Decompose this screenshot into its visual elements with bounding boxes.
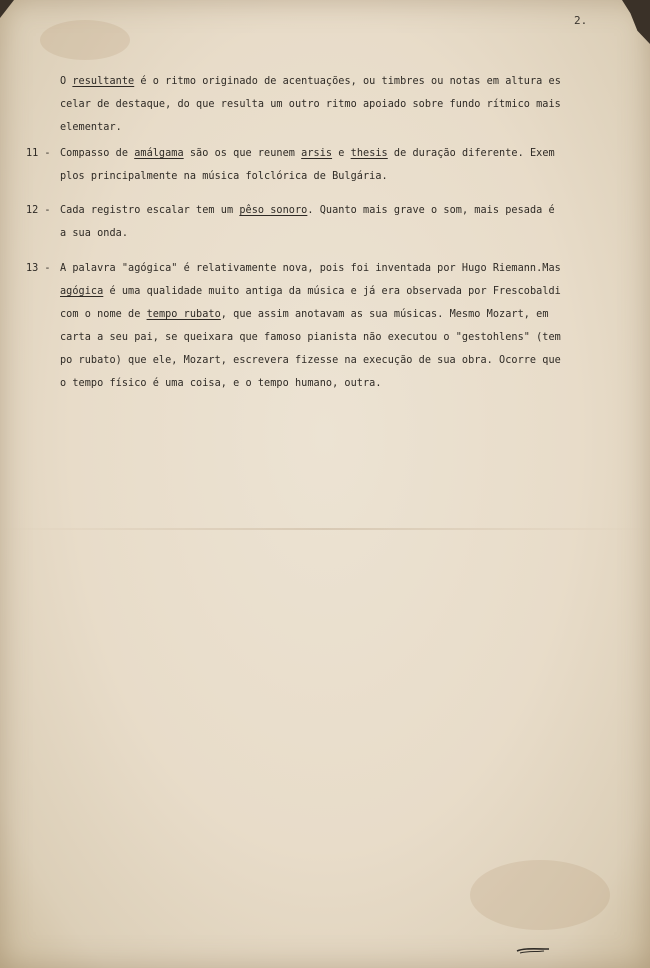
text-line: [60, 257, 561, 280]
underlined-term: pêso sonoro: [239, 205, 308, 216]
paragraph-peso-sonoro: [60, 199, 555, 245]
paper-stain: [40, 20, 130, 60]
text-run: de duração diferente. Exem: [387, 148, 555, 159]
underlined-term: thesis: [350, 148, 388, 159]
paragraph-number-13: 13 -: [26, 263, 51, 274]
text-run: plos principalmente na música folclórica de Bulgária.: [60, 171, 388, 182]
underlined-term: arsis: [301, 148, 333, 159]
text-run: elementar.: [60, 122, 122, 133]
text-run: com o nome de: [60, 309, 147, 320]
torn-corner: [622, 0, 650, 44]
text-run: celar de destaque, do que resulta um outro ritmo apoiado sobre fundo rítmico mais: [60, 99, 561, 110]
paragraph-resultante: [60, 70, 561, 139]
text-run: são os que reunem: [183, 148, 302, 159]
text-run: o tempo físico é uma coisa, e o tempo humano, outra.: [60, 378, 382, 389]
text-run: . Quanto mais grave o som, mais pesada é: [307, 205, 555, 216]
text-run: carta a seu pai, se queixara que famoso pianista não executou o "gestohlens" (tem: [60, 332, 561, 343]
torn-corner: [0, 0, 14, 18]
text-run: A palavra "agógica" é relativamente nova, pois foi inventada por Hugo Riemann.Mas: [60, 263, 561, 274]
paper-stain: [470, 860, 610, 930]
paragraph-number-11: 11 -: [26, 148, 51, 159]
underlined-term: amálgama: [134, 148, 184, 159]
paragraph-amalgama: [60, 142, 555, 188]
text-line: [60, 142, 555, 165]
ink-mark: [516, 946, 550, 954]
text-run: Cada registro escalar tem um: [60, 205, 240, 216]
text-line: [60, 116, 561, 139]
text-line: [60, 222, 555, 245]
text-line: [60, 326, 561, 349]
text-line: [60, 303, 561, 326]
text-run: Compasso de: [60, 148, 135, 159]
paper-fold-crease: [0, 528, 650, 530]
text-run: é uma qualidade muito antiga da música e já era observada por Frescobaldi: [103, 286, 561, 297]
text-line: [60, 280, 561, 303]
text-run: po rubato) que ele, Mozart, escrevera fizesse na execução de sua obra. Ocorre que: [60, 355, 561, 366]
text-run: é o ritmo originado de acentuações, ou timbres ou notas em altura es: [134, 76, 561, 87]
text-line: [60, 93, 561, 116]
underlined-term: tempo rubato: [146, 309, 221, 320]
underlined-term: resultante: [72, 76, 135, 87]
paragraph-agogica: [60, 257, 561, 395]
text-line: [60, 349, 561, 372]
text-run: O: [60, 76, 73, 87]
page-number: 2.: [574, 14, 588, 27]
text-run: , que assim anotavam as sua músicas. Mesmo Mozart, em: [220, 309, 549, 320]
underlined-term: agógica: [60, 286, 104, 297]
text-run: a sua onda.: [60, 228, 129, 239]
text-run: e: [332, 148, 351, 159]
text-line: [60, 372, 561, 395]
paragraph-number-12: 12 -: [26, 205, 51, 216]
text-line: [60, 199, 555, 222]
text-line: [60, 165, 555, 188]
text-line: [60, 70, 561, 93]
